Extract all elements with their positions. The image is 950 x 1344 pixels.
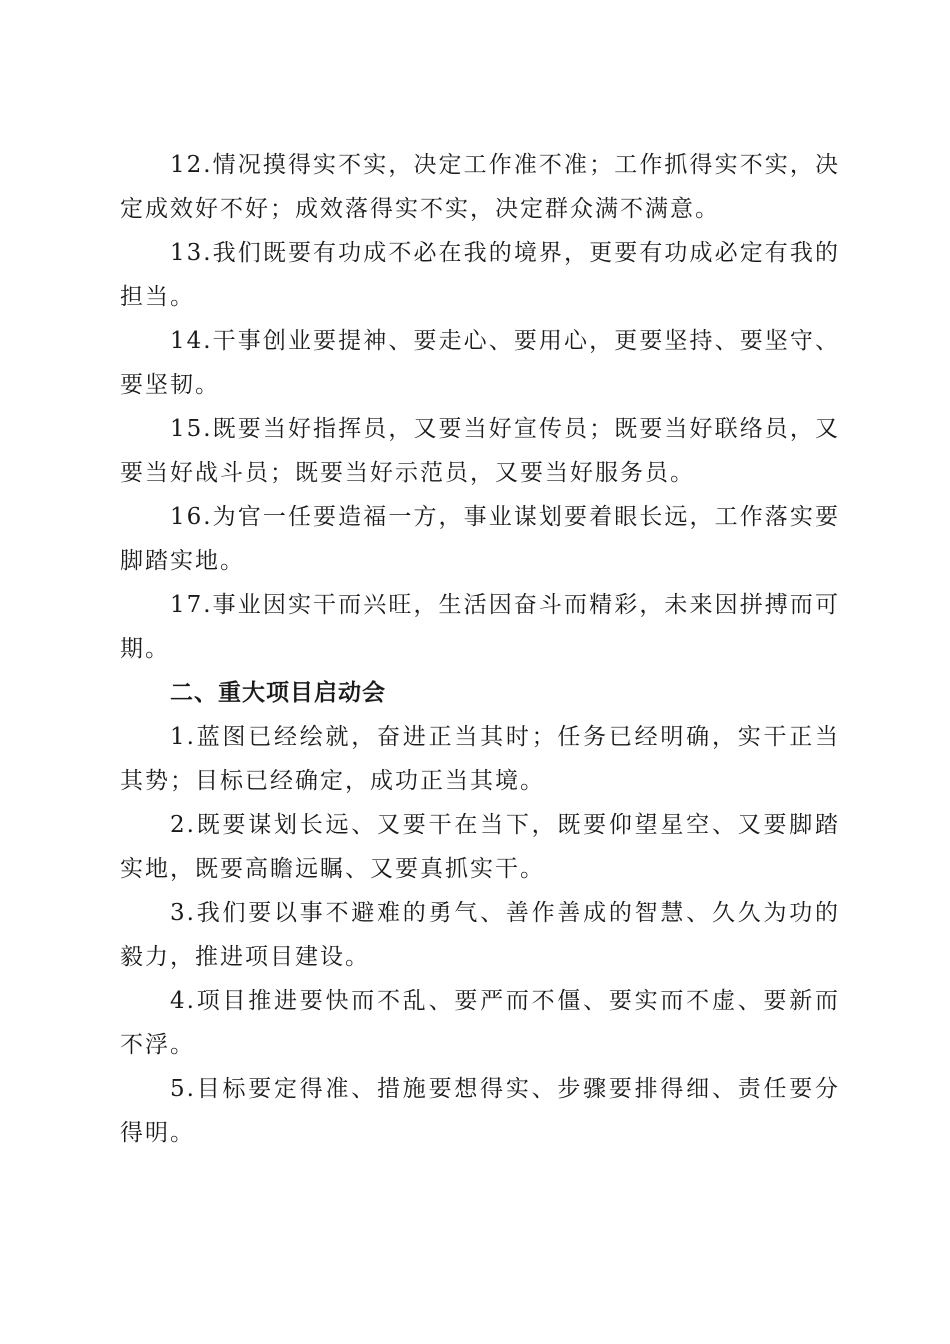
paragraph-item-16: 16.为官一任要造福一方，事业谋划要着眼长远，工作落实要脚踏实地。 xyxy=(120,504,840,574)
paragraph-item-17: 17.事业因实干而兴旺，生活因奋斗而精彩，未来因拼搏而可期。 xyxy=(120,592,840,662)
paragraph-item-14: 14.干事创业要提神、要走心、要用心，更要坚持、要坚守、要坚韧。 xyxy=(120,328,840,398)
paragraph-item-12: 12.情况摸得实不实，决定工作准不准；工作抓得实不实，决定成效好不好；成效落得实不实，决定群众满不满意。 xyxy=(120,152,840,222)
paragraph-item-4: 4.项目推进要快而不乱、要严而不僵、要实而不虚、要新而不浮。 xyxy=(120,988,840,1058)
paragraph-item-2: 2.既要谋划长远、又要干在当下，既要仰望星空、又要脚踏实地，既要高瞻远瞩、又要真抓实干。 xyxy=(120,812,840,882)
section-heading: 二、重大项目启动会 xyxy=(170,680,386,706)
paragraph-item-15: 15.既要当好指挥员，又要当好宣传员；既要当好联络员，又要当好战斗员；既要当好示范员，又要当好服务员。 xyxy=(120,416,840,486)
paragraph-item-1: 1.蓝图已经绘就，奋进正当其时；任务已经明确，实干正当其势；目标已经确定，成功正当其境。 xyxy=(120,724,840,794)
paragraph-item-13: 13.我们既要有功成不必在我的境界，更要有功成必定有我的担当。 xyxy=(120,240,840,310)
document-body xyxy=(120,143,840,1155)
paragraph-item-5: 5.目标要定得准、措施要想得实、步骤要排得细、责任要分得明。 xyxy=(120,1076,840,1146)
paragraph-item-3: 3.我们要以事不避难的勇气、善作善成的智慧、久久为功的毅力，推进项目建设。 xyxy=(120,900,840,970)
